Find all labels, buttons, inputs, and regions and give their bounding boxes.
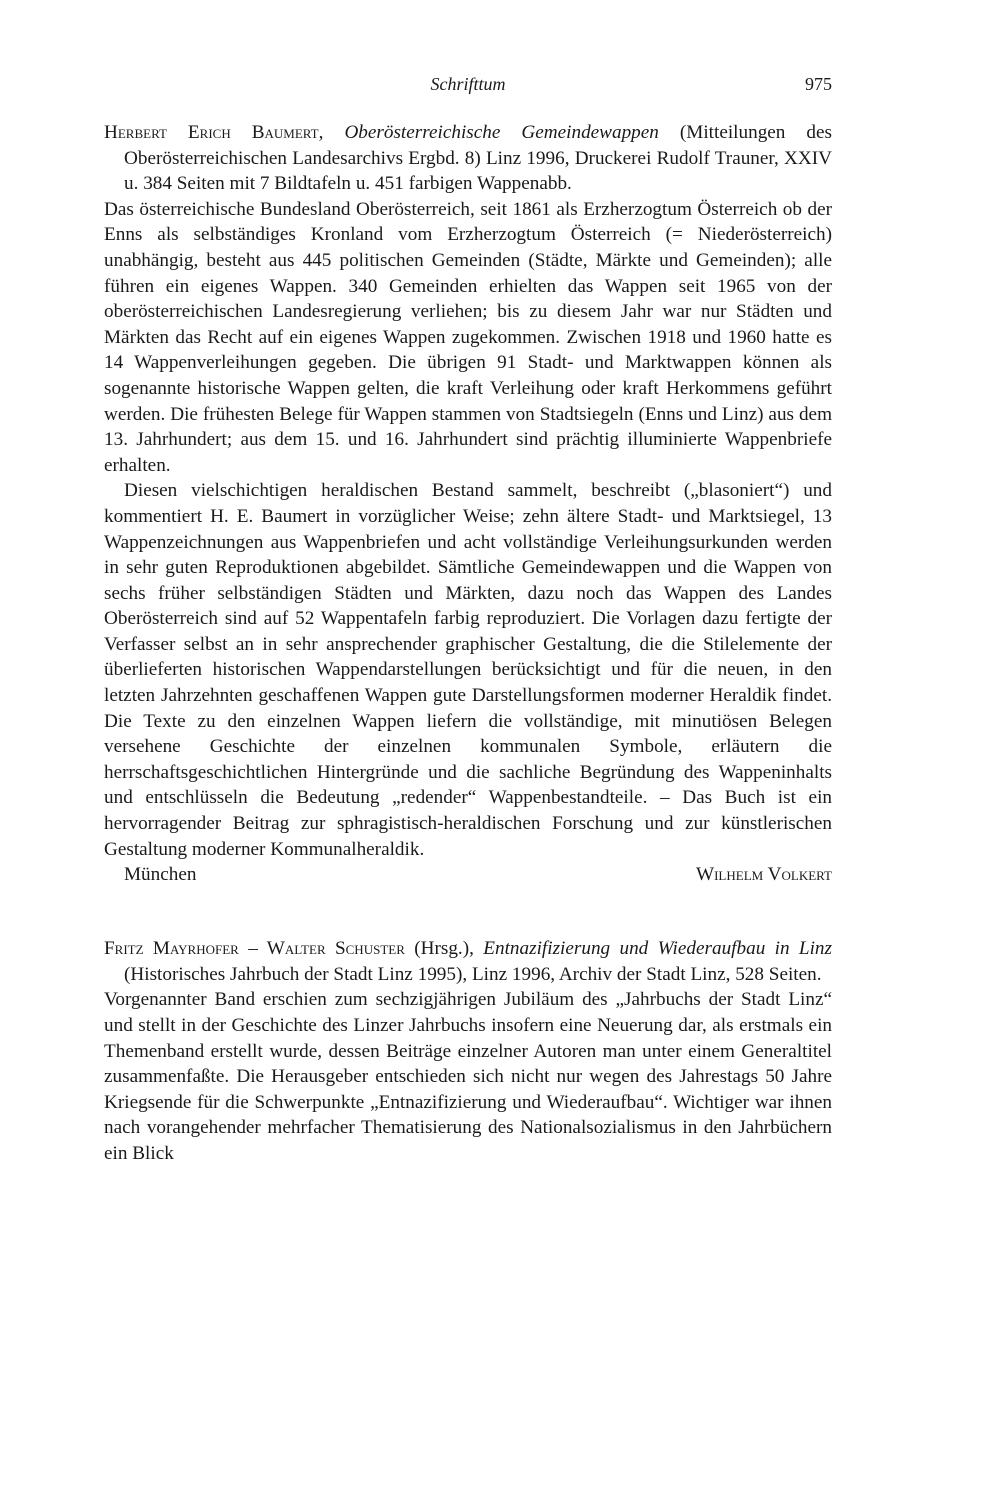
review-signature	[104, 862, 832, 888]
book-author: Herbert Erich Baumert,	[104, 122, 324, 143]
review-baumert	[104, 120, 832, 888]
book-title: Entnazifizierung und Wiederaufbau in Linz	[483, 938, 832, 960]
page-number: 975	[805, 74, 832, 94]
book-details: (Historisches Jahrbuch der Stadt Linz 1995), Linz 1996, Archiv der Stadt Linz, 528 Seiten.	[124, 963, 822, 985]
book-author: Fritz Mayrhofer – Walter Schuster	[104, 938, 405, 960]
book-details: (Mitteilungen des Oberösterreichischen Landesarchivs Ergbd. 8) Linz 1996, Druckerei Rudolf Trauner, XXIV u. 384 Seiten mit 7 Bildtafeln u. 451 farbigen Wappenabb.	[124, 122, 832, 195]
review-paragraph: Das österreichische Bundesland Oberösterreich, seit 1861 als Erzherzogtum Österreich ob der Enns als selbständiges Kronland vom Erzherzogtum Österreich (= Niederösterreich) unabhängig, besteht aus 445 politischen Gemeinden (Städte, Märkte und Gemeinden); alle führen ein eigenes Wappen. 340 Gemeinden erhielten das Wappen seit 1965 von der oberösterreichischen Landesregierung verliehen; bis zu diesem Jahr war nur Städten und Märkten das Recht auf ein eigenes Wappen zugekommen. Zwischen 1918 und 1960 hatte es 14 Wappenverleihungen gegeben. Die übrigen 91 Stadt- und Marktwappen können als sogenannte historische Wappen gelten, die kraft Verleihung oder kraft Herkommens geführt werden. Die frühesten Belege für Wappen stammen von Stadtsiegeln (Enns und Linz) aus dem 13. Jahrhundert; aus dem 15. und 16. Jahrhundert sind prächtig illuminierte Wappenbriefe erhalten.	[104, 198, 832, 476]
reviewer-place: München	[124, 864, 197, 886]
reviewer-name: Wilhelm Volkert	[695, 864, 832, 886]
bibliographic-entry	[104, 120, 832, 197]
book-title: Oberösterreichische Gemeindewappen	[344, 122, 659, 143]
review-paragraph: Vorgenannter Band erschien zum sechzigjährigen Jubiläum des „Jahrbuchs der Stadt Linz“ und stellt in der Geschichte des Linzer Jahrbuchs insofern eine Neuerung dar, als erstmals ein Themenband erstellt wurde, dessen Beiträge einzelner Autoren man unter einem Generaltitel zusammenfaßte. Die Herausgeber entschieden sich nicht nur wegen des Jahrestags 50 Jahre Kriegsende für die Schwerpunkte „Entnazifizierung und Wiederaufbau“. Wichtiger war ihnen nach vorangehender mehrfacher Thematisierung des Nationalsozialismus in den Jahrbüchern ein Blick	[104, 989, 832, 1164]
bibliographic-entry	[104, 936, 832, 987]
review-paragraph: Diesen vielschichtigen heraldischen Bestand sammelt, beschreibt („blasoniert“) und kommentiert H. E. Baumert in vorzüglicher Weise; zehn ältere Stadt- und Marktsiegel, 13 Wappenzeichnungen aus Wappenbriefen und acht vollständige Verleihungsurkunden werden in sehr guten Reproduktionen abgebildet. Sämtliche Gemeindewappen und die Wappen von sechs früher selbständigen Städten und Märkten, dazu noch das Wappen des Landes Oberösterreich sind auf 52 Wappentafeln farbig reproduziert. Die Vorlagen dazu fertigte der Verfasser selbst an in sehr ansprechender graphischer Gestaltung, die die Stilelemente der überlieferten historischen Wappendarstellungen berücksichtigt und für die neuen, in den letzten Jahrzehnten geschaffenen Wappen gute Darstellungsformen moderner Heraldik findet. Die Texte zu den einzelnen Wappen liefern die vollständige, mit minutiösen Belegen versehene Geschichte der einzelnen kommunalen Symbole, erläutern die herrschaftsgeschichtlichen Hintergründe und die sachliche Begründung des Wappeninhalts und entschlüsseln die Bedeutung „redender“ Wappenbestandteile. – Das Buch ist ein hervorragender Beitrag zur sphragistisch-heraldischen Forschung und zur künstlerischen Gestaltung moderner Kommunalheraldik.	[104, 480, 832, 860]
section-gap	[104, 888, 832, 936]
editor-note: (Hrsg.),	[414, 938, 474, 960]
running-head	[104, 72, 832, 98]
review-mayrhofer-schuster	[104, 936, 832, 1166]
document-page	[104, 72, 832, 1167]
running-title: Schrifttum	[430, 74, 506, 94]
